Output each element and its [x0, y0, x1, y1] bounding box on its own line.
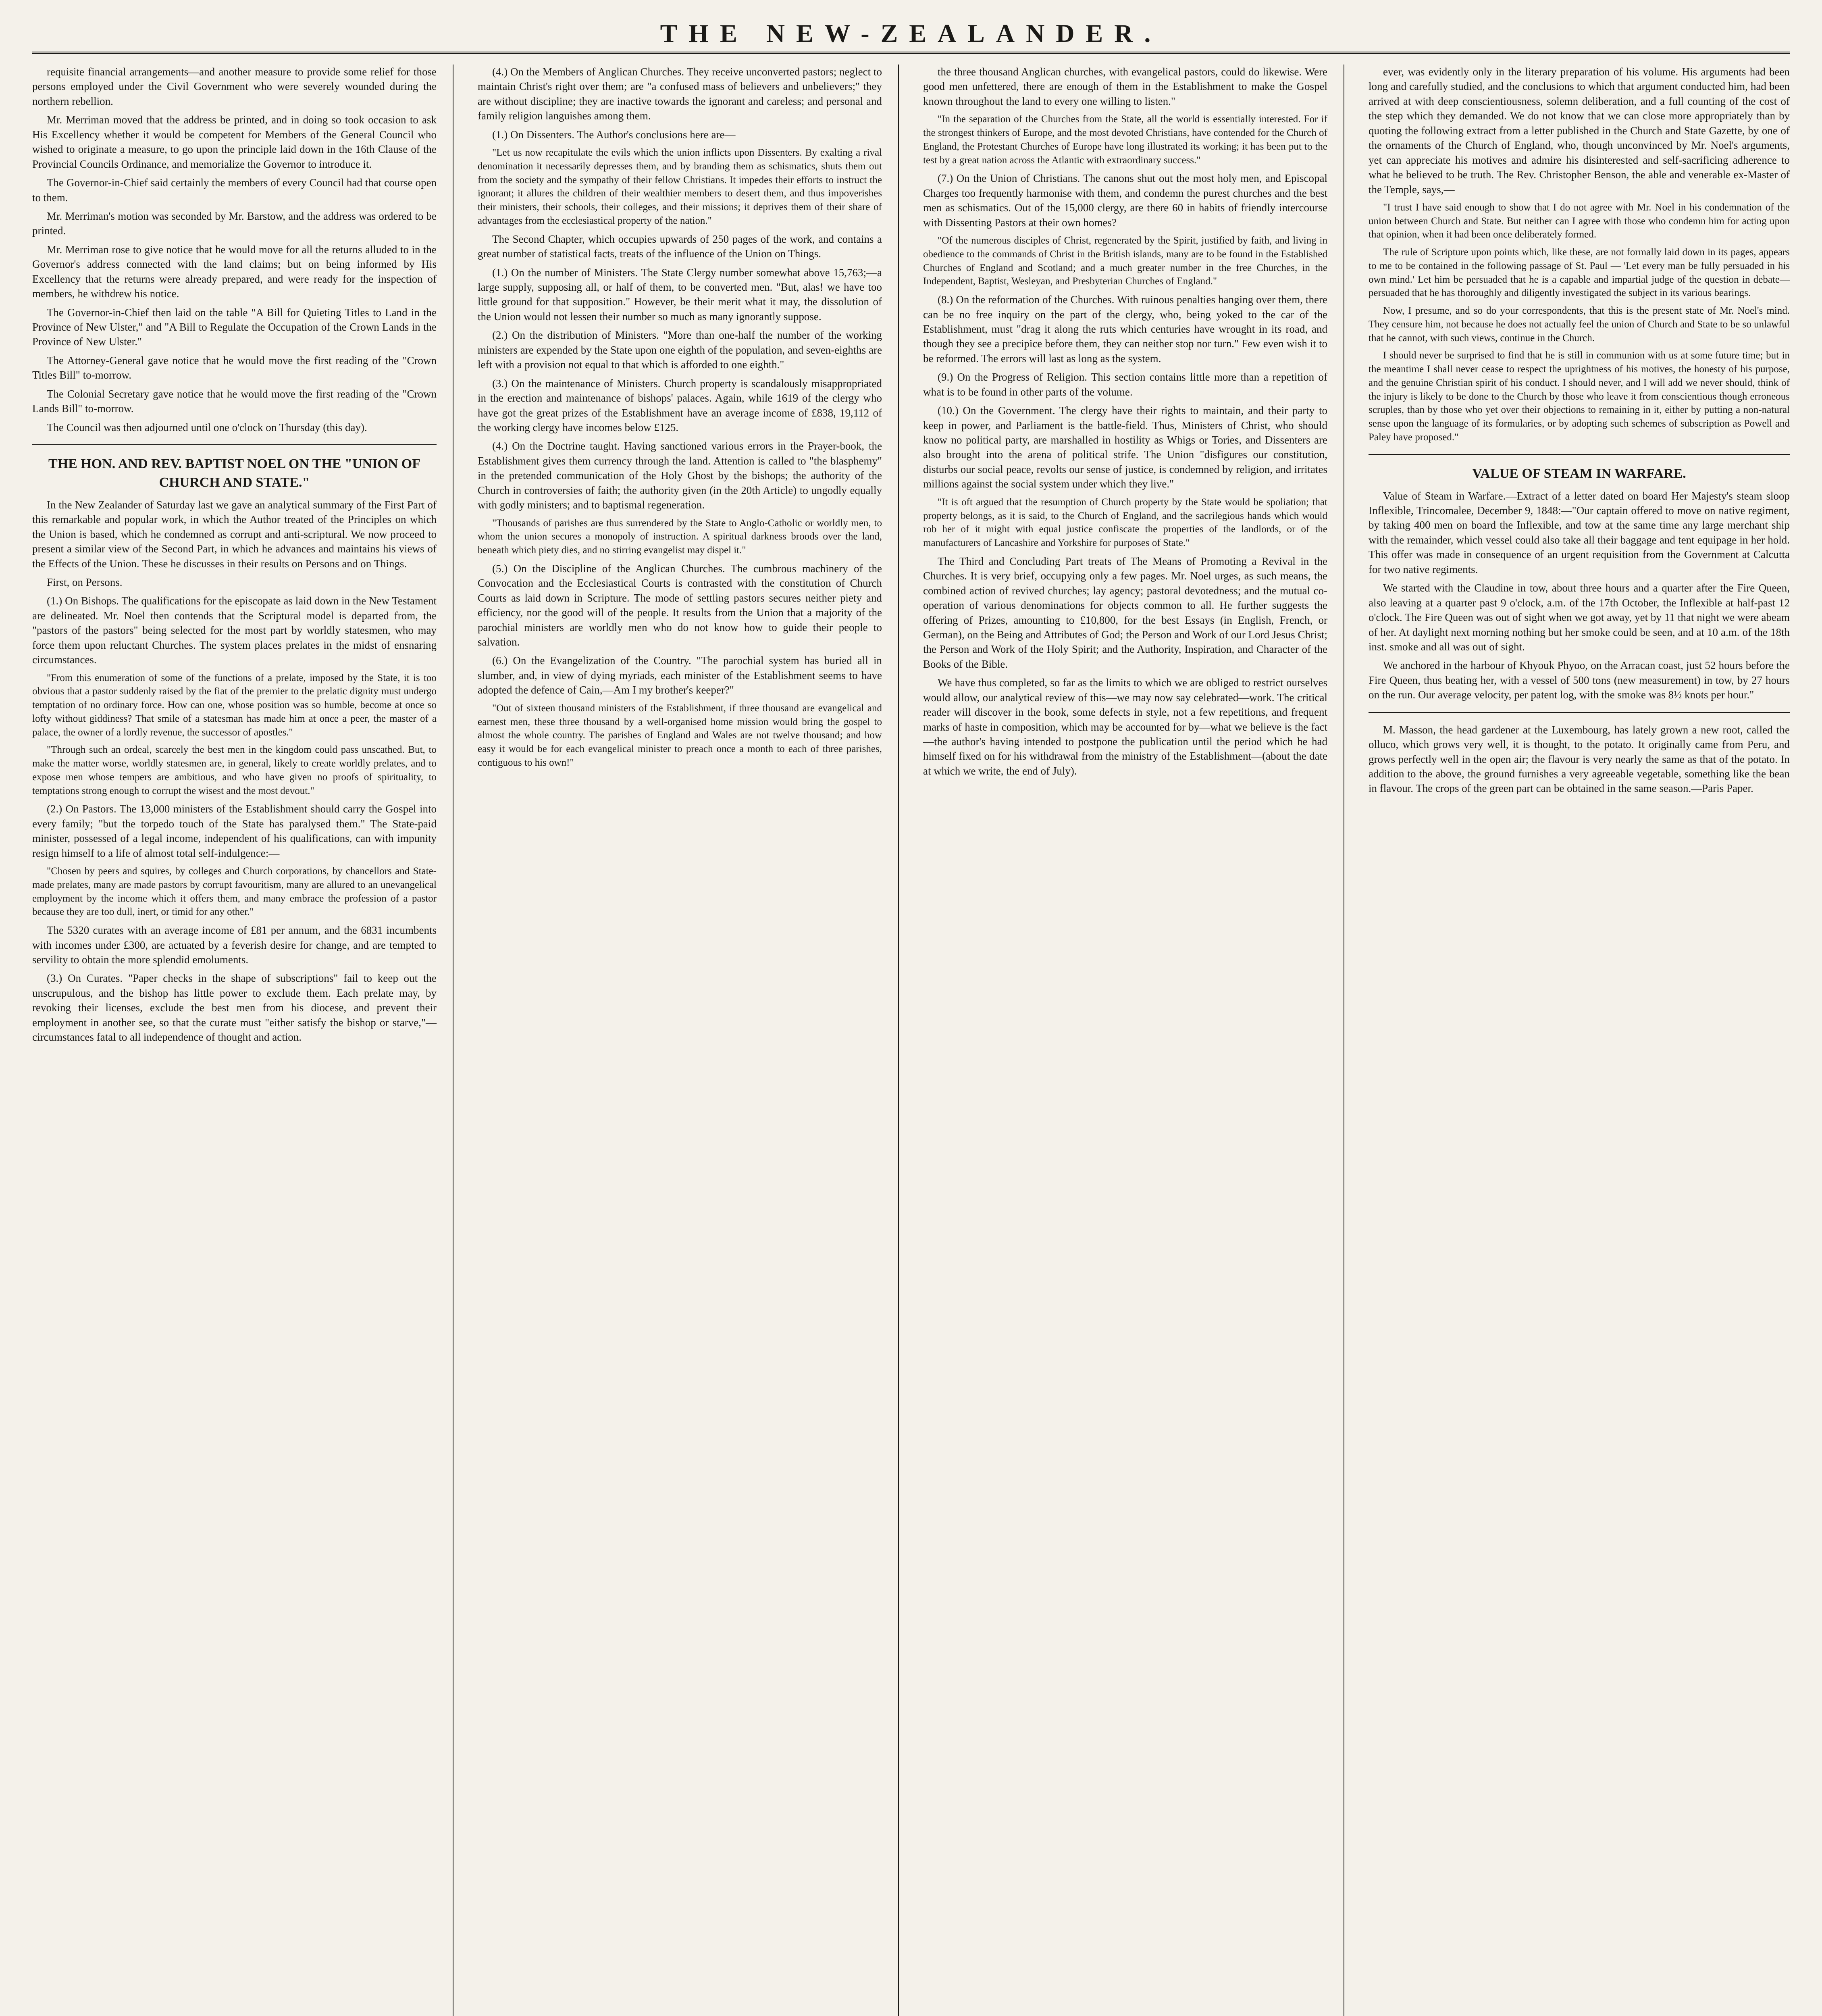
paragraph: (3.) On Curates. "Paper checks in the shape of subscriptions" fail to keep out the unscrupulous, and the bishop has little power to exclude them. Each prelate may, by revoking their licenses, exclude the best men from his diocese, and prevent their employment in another see, so that the curate must "either satisfy the bishop or starve,"—circumstances fatal to all independence of thought and action.: [32, 972, 437, 1043]
paragraph: (7.) On the Union of Christians. The canons shut out the most holy men, and Episcopal Charges too frequently harmonise with them, and condemn the purest churches and the best men as schismatics. Out of the 15,000 clergy, are there 60 in habits of friendly intercourse with Dissenting Pastors at their own homes?: [923, 172, 1327, 229]
column-1: [32, 65, 453, 2016]
paragraph: (8.) On the reformation of the Churches. With ruinous penalties hanging over them, there can be no free inquiry on the part of the clergy, who, being yoked to the car of the Establishment, must "drag it along the ruts which centuries have wrought in its road, and though they see a precipice before them, they can neither stop nor turn." Few even wish it to be reformed. The errors will last as long as the system.: [923, 294, 1327, 364]
quotation: "Out of sixteen thousand ministers of the Establishment, if three thousand are evangelical and earnest men, these three thousand by a well-organised home mission would bring the gospel to almost the whole country. The parishes of England and Wales are not twelve thousand; and how easy it would be for each evangelical minister to preach once a month to each of three parishes, contiguous to his own!": [478, 702, 882, 768]
quotation: "In the separation of the Churches from the State, all the world is essentially interested. For if the strongest thinkers of Europe, and the most devoted Christians, have contended for the Church of England, the Protestant Churches of Europe have long illustrated its working; it has been put to the test by a great nation across the Atlantic with extraordinary success.": [923, 114, 1327, 166]
paragraph: (9.) On the Progress of Religion. This section contains little more than a repetition of what is to be found in other parts of the volume.: [923, 371, 1327, 398]
paragraph: (2.) On Pastors. The 13,000 ministers of the Establishment should carry the Gospel into every family; "but the torpedo touch of the State has paralysed them." The State-paid minister, possessed of a legal income, independent of his qualifications, can with impunity resign himself to a life of almost total self-indulgence:—: [32, 803, 437, 859]
paragraph: The Colonial Secretary gave notice that he would move the first reading of the "Crown Lands Bill" to-morrow.: [32, 387, 437, 415]
paragraph: requisite financial arrangements—and another measure to provide some relief for those persons employed under the Civil Government who were severely wounded during the northern rebellion.: [32, 66, 437, 107]
paragraph: The Governor-in-Chief then laid on the table "A Bill for Quieting Titles to Land in the Province of New Ulster," and "A Bill to Regulate the Occupation of the Crown Lands in the Province of New Ulster.": [32, 306, 437, 348]
quotation: "Through such an ordeal, scarcely the best men in the kingdom could pass unscathed. But, to make the matter worse, worldly statesmen are, in general, likely to create worldly prelates, and to expose men whose tempers are ambitious, and who have given no proofs of spirituality, to temptations strong enough to corrupt the wisest and the most devout.": [32, 744, 437, 796]
quotation: "Of the numerous disciples of Christ, regenerated by the Spirit, justified by faith, and living in obedience to the commands of Christ in the British islands, many are to be found in the Established Churches of England and Scotland; and a much greater number in the free Churches, in the Independent, Baptist, Wesleyan, and Presbyterian Churches of England.": [923, 235, 1327, 287]
paragraph: The Governor-in-Chief said certainly the members of every Council had that course open to them.: [32, 177, 437, 204]
section-divider: [32, 444, 437, 445]
section-divider: [1369, 712, 1790, 713]
section-divider: [1369, 454, 1790, 455]
columns: [32, 65, 1790, 2016]
paragraph: (5.) On the Discipline of the Anglican Churches. The cumbrous machinery of the Convocation and the Ecclesiastical Courts is contrasted with the constitution of Church Courts as laid down in Scripture. The mode of settling pastors secures neither piety and efficiency, nor the good will of the people. It results from the Union that a majority of the parochial ministers are worldly men who do not know how to guide their people to salvation.: [478, 562, 882, 648]
masthead: [32, 8, 1790, 48]
masthead-rule: [32, 52, 1790, 54]
paragraph: (4.) On the Doctrine taught. Having sanctioned various errors in the Prayer-book, the Establishment gives them currency through the land. Attention is called to "the blasphemy" in the pretended communication of the Holy Ghost by the bishops; the authority of the Church in controversies of faith; the authority given (in the 20th Article) to ungodly equally with godly ministers; and to baptismal regeneration.: [478, 440, 882, 511]
quotation: I should never be surprised to find that he is still in communion with us at some future time; but in the meantime I shall never cease to respect the uprightness of his motives, the honesty of his purpose, and the genuine Christian spirit of his conduct. I should never, and I will add we never should, think of the injury is likely to be done to the Church by those who leave it from conscientious though erroneous scruples, than by those who yet over their objections to remaining in it, either by putting a non-natural sense upon the language of its formularies, or by adopting such schemes of subscription as Powell and Paley have proposed.": [1369, 350, 1790, 443]
paragraph: the three thousand Anglican churches, with evangelical pastors, could do likewise. Were good men unfettered, there are enough of them in the Establishment to make the Gospel known throughout the land to every one willing to listen.": [923, 66, 1327, 107]
quotation: "It is oft argued that the resumption of Church property by the State would be spoliation; that property belongs, as it is said, to the Church of England, and the sacrilegious hands which would rob her of it might with equal justice confiscate the properties of the landlords, or of the manufacturers of Lancashire and Yorkshire for purposes of State.": [923, 496, 1327, 548]
quotation: Now, I presume, and so do your correspondents, that this is the present state of Mr. Noel's mind. They censure him, not because he does not actually feel the union of Church and State to be so unlawful that he cannot, with such views, continue in the Church.: [1369, 305, 1790, 344]
paragraph: The Third and Concluding Part treats of The Means of Promoting a Revival in the Churches. It is very brief, occupying only a few pages. Mr. Noel urges, as such means, the combined action of revived churches; lay agency; pastoral devotedness; and the mutual co-operation of various denominations for objects common to all. He further suggests the offering of Prizes, amounting to £10,800, for the best Essays (in English, French, or German), on the Being and Attributes of God; the Person and Work of our Lord Jesus Christ; the Person and Work of the Holy Spirit; and the Authority, Inspiration, and Character of the Books of the Bible.: [923, 555, 1327, 670]
column-2: [478, 65, 899, 2016]
paragraph: The Council was then adjourned until one o'clock on Thursday (this day).: [47, 421, 367, 433]
paragraph: We have thus completed, so far as the limits to which we are obliged to restrict ourselves would allow, our analytical review of this—we may now say celebrated—work. The critical reader will discover in the book, some defects in style, not a few repetitions, and frequent marks of haste in composition, which may be accounted for by—what we believe is the fact—the author's having intended to postpone the publication until the period which he had himself fixed on for his withdrawal from the ministry of the Establishment—(about the date at which we write, the end of July).: [923, 677, 1327, 777]
paragraph: In the New Zealander of Saturday last we gave an analytical summary of the First Part of this remarkable and popular work, in which the Author treated of the Principles on which the Union is based, which he condemned as corrupt and anti-scriptural. We now proceed to present a similar view of the Second Part, in which he advances and maintains his views of the Effects of the Union. These he discusses in their results on Persons and on Things.: [32, 498, 437, 570]
paragraph: M. Masson, the head gardener at the Luxembourg, has lately grown a new root, called the olluco, which grows very well, it is thought, to the potato. It originally came from Peru, and grows perfectly well in the open air; the flavour is very nearly the same as that of the potato. In addition to the above, the ground furnishes a very agreeable vegetable, something like the bean in flavour. The crops of the green part can be obtained in the same season.—Paris Paper.: [1369, 723, 1790, 795]
paragraph: (4.) On the Members of Anglican Churches. They receive unconverted pastors; neglect to maintain Christ's right over them; are "a confused mass of believers and unbelievers;" they are without discipline; they are inactive towards the ignorant and careless; and personal and family religion languishes among them.: [478, 66, 882, 122]
paragraph: Mr. Merriman rose to give notice that he would move for all the returns alluded to in the Governor's address connected with the land claims; but on being informed by His Excellency that the returns were already prepared, and were ready for the inspection of members, he withdrew his notice.: [32, 243, 437, 300]
paragraph: The Second Chapter, which occupies upwards of 250 pages of the work, and contains a great number of statistical facts, treats of the influence of the Union on Things.: [478, 233, 882, 260]
column-4: [1369, 65, 1790, 2016]
paragraph: Mr. Merriman moved that the address be printed, and in doing so took occasion to ask His Excellency whether it would be competent for Members of the General Council who wished to originate a measure, to go upon the principle laid down in the 16th Clause of the Provincial Councils Ordinance, and memorialize the Governor to introduce it.: [32, 114, 437, 170]
paragraph: ever, was evidently only in the literary preparation of his volume. His arguments had been long and carefully studied, and the conclusions to which that argument conducted him, had been arrived at with deep conscientiousness, solemn deliberation, and a full counting of the cost of the step which they demanded. We do not know that we can close more appropriately than by quoting the following extract from a letter published in the Church and State Gazette, by one of the ornaments of the Church of England, who, though unconvinced by Mr. Noel's arguments, yet can appreciate his motives and admire his disinterested and self-sacrificing adherence to what he believed to be truth. The Rev. Christopher Benson, the able and venerable ex-Master of the Temple, says,—: [1369, 66, 1790, 196]
paragraph: Value of Steam in Warfare.—Extract of a letter dated on board Her Majesty's steam sloop Inflexible, Trincomalee, December 9, 1848:—"Our captain offered to move on native regiment, by taking 400 men on board the Inflexible, and tow at the same time any large merchant ship with the remainder, which vessel could also take all their baggage and tent equipage in her hold. This offer was made in consequence of an urgent requisition from the Government at Calcutta for two native regiments.: [1369, 489, 1790, 575]
quotation: The rule of Scripture upon points which, like these, are not formally laid down in its pages, appears to me to be contained in the following passage of St. Paul — 'Let every man be fully persuaded in his own mind.' Let him be persuaded that he is a capable and impartial judge of the question in debate—persuaded that he has thoroughly and diligently investigated the subject in its various bearings.: [1369, 247, 1790, 299]
paragraph: (10.) On the Government. The clergy have their rights to maintain, and their party to keep in power, and Parliament is the battle-field. Thus, Ministers of Christ, who should know no political party, are marshalled in hostility as Whigs or Tories, and Dissenters are also brought into the arena of political strife. The Union "disfigures our constitution, disturbs our social peace, revolts our sense of justice, is condemned by religion, and irritates millions against the social system under which they live.": [923, 404, 1327, 490]
paragraph: (6.) On the Evangelization of the Country. "The parochial system has buried all in slumber, and, in view of dying myriads, each minister of the Establishment seems to have adopted the defence of Cain,—Am I my brother's keeper?": [478, 654, 882, 696]
paragraph: (3.) On the maintenance of Ministers. Church property is scandalously misappropriated in the erection and maintenance of bishops' palaces. Again, while 1619 of the clergy who have got the great prizes of the Establishment have an average income of £838, 19,112 of the working clergy have incomes below £125.: [478, 377, 882, 433]
paragraph: (1.) On the number of Ministers. The State Clergy number somewhat above 15,763;—a large supply, supposing all, or half of them, to be converted men. "But, alas! we have too little ground for that supposition." However, be their merit what it may, the dissolution of the Union would not lessen their number so much as many ignorantly suppose.: [478, 266, 882, 323]
paragraph: We started with the Claudine in tow, about three hours and a quarter after the Fire Queen, also leaving at a quarter past 9 o'clock, a.m. of the 17th October, the Inflexible at half-past 12 o'clock. The Fire Queen was out of sight when we got away, yet by 11 that night we were abeam of her. At daylight next morning nothing but her smoke could be seen, and at 10 a.m. of the 18th inst. smoke and all was out of sight.: [1369, 582, 1790, 653]
article-heading: VALUE OF STEAM IN WARFARE.: [1472, 466, 1686, 481]
quotation: "Chosen by peers and squires, by colleges and Church corporations, by chancellors and State-made prelates, many are made pastors by corrupt favouritism, many are allured to an unevangelical employment by the income which it offers them, and many embrace the profession of a pastor because they are too dull, inert, or timid for any other.": [32, 866, 437, 918]
article-heading: THE HON. AND REV. BAPTIST NOEL ON THE "UNION OF CHURCH AND STATE.": [48, 456, 420, 490]
paragraph: We anchored in the harbour of Khyouk Phyoo, on the Arracan coast, just 52 hours before the Fire Queen, thus beating her, with a vessel of 500 tons (new measurement) in tow, by 27 hours on the run. Our average velocity, per patent log, with the smoke was 8½ knots per hour.": [1369, 659, 1790, 701]
quotation: "From this enumeration of some of the functions of a prelate, imposed by the State, it is too obvious that a pastor suddenly raised by the fiat of the premier to the prelatic dignity must undergo temptation of no ordinary force. How can one, whose position was so humble, become at once so lofty without giddiness? That smile of a statesman has made him at once a peer, the master of a palace, the owner of a lordly revenue, the successor of apostles.": [32, 672, 437, 738]
article-body: [32, 498, 437, 1045]
paragraph: Mr. Merriman's motion was seconded by Mr. Barstow, and the address was ordered to be printed.: [32, 210, 437, 237]
quotation: "I trust I have said enough to show that I do not agree with Mr. Noel in his condemnation of the union between Church and State. But neither can I agree with those who condemn him for acting upon that opinion, when it had been once deliberately formed.: [1369, 202, 1790, 240]
paragraph: First, on Persons.: [47, 576, 123, 589]
quotation: "Thousands of parishes are thus surrendered by the State to Anglo-Catholic or worldly men, to whom the union secures a monopoly of instruction. A spiritual darkness broods over the land, beneath which piety dies, and no stirring evangelist may dispel it.": [478, 517, 882, 556]
paragraph: The 5320 curates with an average income of £81 per annum, and the 6831 incumbents with incomes under £300, are actuated by a feverish desire for change, and are tempted to servility to obtain the more splendid emoluments.: [32, 924, 437, 966]
column-3: [923, 65, 1344, 2016]
column-1-paragraphs: [32, 65, 437, 435]
paragraph: (1.) On Bishops. The qualifications for the episcopate as laid down in the New Testament are delineated. Mr. Noel then contends that the Scriptural model is departed from, the "pastors of the pastors" being selected for the most part by worldly statesmen, who may force them upon reluctant Churches. The system places prelates in the midst of ensnaring circumstances.: [32, 595, 437, 666]
masthead-title: THE NEW-ZEALANDER.: [660, 19, 1162, 48]
paragraph: (2.) On the distribution of Ministers. "More than one-half the number of the working ministers are expended by the State upon one eighth of the population, and seven-eighths are left with a provision not equal to that which is afforded to one eighth.": [478, 329, 882, 371]
paragraph: The Attorney-General gave notice that he would move the first reading of the "Crown Titles Bill" to-morrow.: [32, 354, 437, 381]
quotation: "Let us now recapitulate the evils which the union inflicts upon Dissenters. By exalting a rival denomination it necessarily depresses them, and by branding them as schismatics, shuts them out from the society and the sympathy of their fellow Christians. It impedes their efforts to instruct the ignorant; it allures the children of their wealthier members to desert them, and thus impoverishes their ministers, their schools, their colleges, and their missions; it deprives them of their share of advantages from the ecclesiastical property of the nation.": [478, 147, 882, 226]
paragraph: (1.) On Dissenters. The Author's conclusions here are—: [492, 128, 736, 141]
